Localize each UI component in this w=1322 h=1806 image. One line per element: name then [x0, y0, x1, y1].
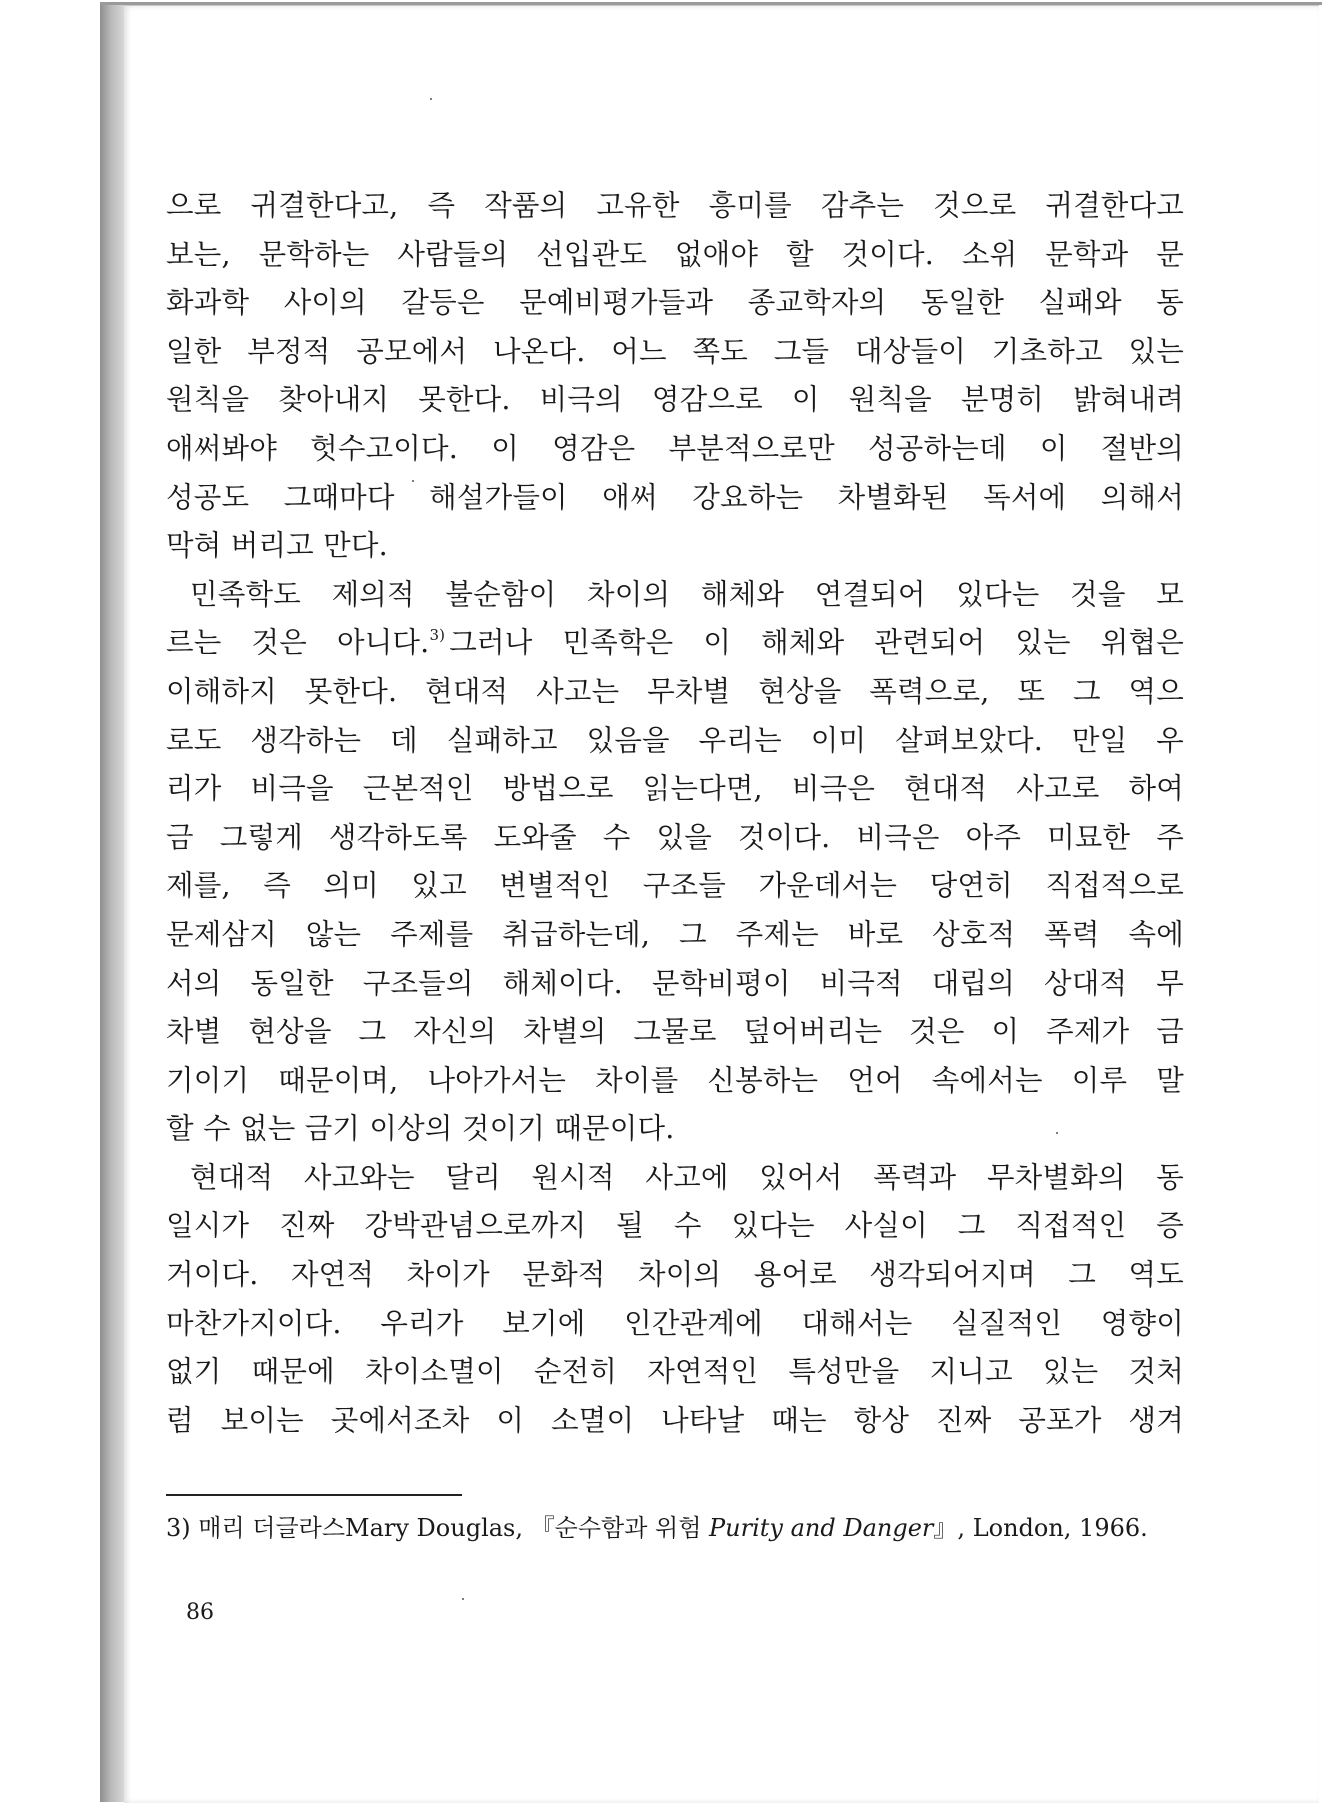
footnote-author-korean: 매리 더글라스: [198, 1514, 346, 1542]
footnote-publication: London, 1966.: [972, 1514, 1148, 1542]
footnote-title-english: Purity and Danger: [709, 1514, 934, 1542]
scan-speck: [430, 98, 432, 100]
text-line: 기이기 때문이며, 나아가서는 차이를 신봉하는 언어 속에서는 이루 말: [166, 1063, 1184, 1097]
text-line: 마찬가지이다. 우리가 보기에 인간관계에 대해서는 실질적인 영향이: [166, 1306, 1184, 1340]
text-line: 원칙을 찾아내지 못한다. 비극의 영감으로 이 원칙을 분명히 밝혀내려: [166, 383, 1184, 417]
text-line: 일한 부정적 공모에서 나온다. 어느 쪽도 그들 대상들이 기초하고 있는: [166, 334, 1184, 368]
footnote-title-korean: 『순수함과 위험: [530, 1514, 702, 1542]
footnote: [166, 1508, 1184, 1548]
text-line: 일시가 진짜 강박관념으로까지 될 수 있다는 사실이 그 직접적인 증: [166, 1209, 1184, 1243]
text-line: 민족학도 제의적 불순함이 차이의 해체와 연결되어 있다는 것을 모: [190, 577, 1184, 611]
text-line: 현대적 사고와는 달리 원시적 사고에 있어서 폭력과 무차별화의 동: [190, 1160, 1184, 1194]
text-line: 서의 동일한 구조들의 해체이다. 문학비평이 비극적 대립의 상대적 무: [166, 966, 1184, 1000]
text-line: 보는, 문학하는 사람들의 선입관도 없애야 할 것이다. 소위 문학과 문: [166, 237, 1184, 271]
text-line: 문제삼지 않는 주제를 취급하는데, 그 주제는 바로 상호적 폭력 속에: [166, 917, 1184, 951]
text-line: 금 그렇게 생각하도록 도와줄 수 있을 것이다. 비극은 아주 미묘한 주: [166, 820, 1184, 854]
footnote-reference[interactable]: 3): [429, 626, 446, 645]
text-line: 차별 현상을 그 자신의 차별의 그물로 덮어버리는 것은 이 주제가 금: [166, 1015, 1184, 1049]
book-spine-edge: [100, 4, 125, 1802]
text-line-with-footnote: [166, 619, 1184, 668]
text-line: 없기 때문에 차이소멸이 순전히 자연적인 특성만을 지니고 있는 것처: [166, 1355, 1184, 1389]
page-number: 86: [186, 1600, 214, 1625]
text-line: 럼 보이는 곳에서조차 이 소멸이 나타날 때는 항상 진짜 공포가 생겨: [166, 1403, 1184, 1437]
text-line: 거이다. 자연적 차이가 문화적 차이의 용어로 생각되어지며 그 역도: [166, 1258, 1184, 1292]
text-line: 성공도 그때마다 해설가들이 애써 강요하는 차별화된 독서에 의해서: [166, 480, 1184, 514]
text-line: 막혀 버리고 만다.: [166, 529, 388, 563]
footnote-marker: 3): [166, 1514, 191, 1542]
text-line: 할 수 없는 금기 이상의 것이기 때문이다.: [166, 1112, 675, 1146]
text-line: 이해하지 못한다. 현대적 사고는 무차별 현상을 폭력으로, 또 그 역으: [166, 674, 1184, 708]
text-line: 로도 생각하는 데 실패하고 있음을 우리는 이미 살펴보았다. 만일 우: [166, 723, 1184, 757]
footnote-title-close: 』,: [933, 1514, 966, 1542]
text-line: 제를, 즉 의미 있고 변별적인 구조들 가운데서는 당연히 직접적으로: [166, 869, 1184, 903]
text-line: 리가 비극을 근본적인 방법으로 읽는다면, 비극은 현대적 사고로 하여: [166, 772, 1184, 806]
text-segment: 르는 것은 아니다.: [166, 626, 430, 660]
scan-speck: [462, 1598, 464, 1600]
footnote-divider: [166, 1494, 462, 1496]
body-text: [166, 182, 1184, 1445]
text-segment: 그러나 민족학은 이 해체와 관련되어 있는 위협은: [449, 626, 1184, 660]
text-line: 애써봐야 헛수고이다. 이 영감은 부분적으로만 성공하는데 이 절반의: [166, 431, 1184, 465]
footnote-author-english: Mary Douglas,: [345, 1514, 523, 1542]
text-line: 으로 귀결한다고, 즉 작품의 고유한 흥미를 감추는 것으로 귀결한다고: [166, 189, 1184, 222]
text-line: 화과학 사이의 갈등은 문예비평가들과 종교학자의 동일한 실패와 동: [166, 286, 1184, 320]
